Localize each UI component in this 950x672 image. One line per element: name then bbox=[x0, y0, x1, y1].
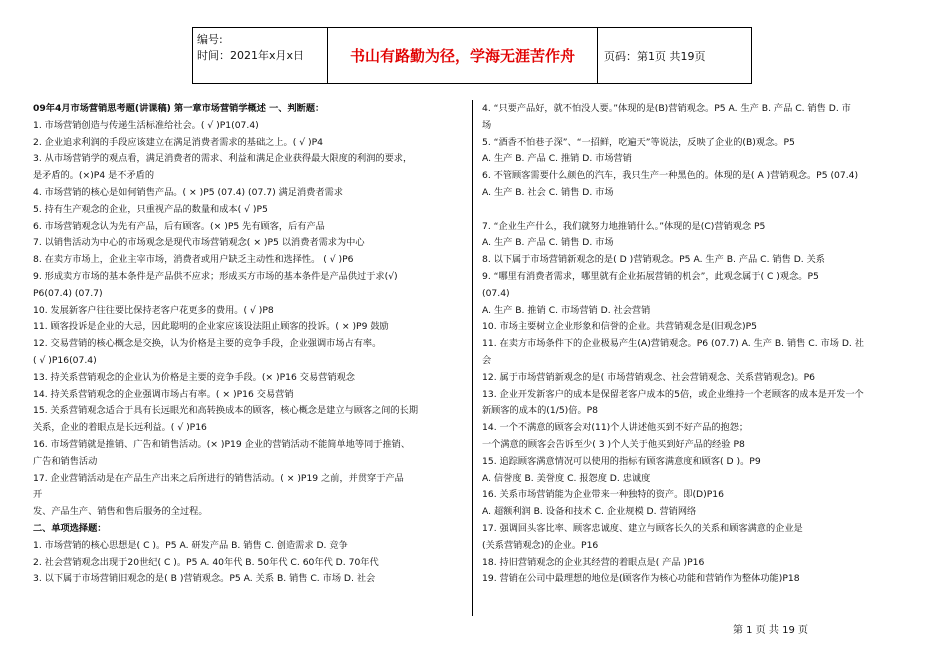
right-column bbox=[482, 101, 914, 588]
text-line: 11. 在卖方市场条件下的企业极易产生(A)营销观念。P6 (07.7) A. 生产 B. 销售 C. 市场 D. 社 bbox=[482, 338, 864, 350]
text-line: 6. 不管顾客需要什么颜色的汽车，我只生产一种黑色的。体现的是( A )营销观念。P5 (07.4) bbox=[482, 170, 859, 182]
text-line: 一个满意的顾客会告诉至少( 3 )个人关于他买到好产品的经验 P8 bbox=[482, 438, 745, 450]
text-line: 5. “酒香不怕巷子深”、“一招鲜，吃遍天”等说法，反映了企业的(B)观念。P5 bbox=[482, 136, 795, 148]
text-line: 7. “企业生产什么，我们就努力地推销什么。”体现的是(C)营销观念 P5 bbox=[482, 220, 766, 232]
text-line: 09年4月市场营销思考题(讲课稿) 第一章市场营销学概述 一、判断题： bbox=[33, 103, 325, 114]
text-line: 1. 市场营销创造与传递生活标准给社会。( √ )P1(07.4) bbox=[33, 119, 259, 131]
text-line: 16. 关系市场营销能为企业带来一种独特的资产。即(D)P16 bbox=[482, 489, 724, 501]
text-line: 15. 关系营销观念适合于具有长远眼光和高转换成本的顾客，核心概念是建立与顾客之间的长期 bbox=[33, 405, 419, 417]
text-line: 10. 发展新客户往往要比保持老客户花更多的费用。( √ )P8 bbox=[33, 304, 274, 316]
text-line: 新顾客的成本的(1/5)倍。P8 bbox=[482, 405, 599, 417]
text-line: 11. 顾客投诉是企业的大忌，因此聪明的企业家应该设法阻止顾客的投诉。( × )P9 鼓励 bbox=[33, 321, 389, 333]
text-line: 6. 市场营销观念认为先有产品，后有顾客。(× )P5 先有顾客，后有产品 bbox=[33, 220, 325, 232]
text-line: 2. 企业追求利润的手段应该建立在满足消费者需求的基础之上。( √ )P4 bbox=[33, 136, 323, 148]
text-line: 4. “只要产品好，就不怕没人要。”体现的是(B)营销观念。P5 A. 生产 B. 产品 C. 销售 D. 市 bbox=[482, 103, 851, 114]
header-motto: 书山有路勤为径，学海无涯苦作舟 bbox=[328, 28, 598, 83]
text-line: 17. 强调回头客比率、顾客忠诚度、建立与顾客长久的关系和顾客满意的企业是 bbox=[482, 522, 803, 534]
text-line: A. 生产 B. 社会 C. 销售 D. 市场 bbox=[482, 186, 614, 198]
text-line: (07.4) bbox=[482, 287, 510, 299]
text-line: 12. 交易营销的核心概念是交换，认为价格是主要的竞争手段，企业强调市场占有率。 bbox=[33, 338, 382, 350]
text-line: 场 bbox=[482, 119, 492, 131]
text-line bbox=[482, 202, 914, 219]
text-line: A. 超额利润 B. 设备和技术 C. 企业规模 D. 营销网络 bbox=[482, 506, 697, 518]
text-line: 会 bbox=[482, 354, 492, 366]
text-line: 9. “哪里有消费者需求，哪里就有企业拓展营销的机会”，此观念属于( C )观念。P5 bbox=[482, 270, 819, 282]
header-page-info: 页码：第1页 共19页 bbox=[604, 49, 706, 63]
text-line: 关系，企业的着眼点是长远利益。( √ )P16 bbox=[33, 422, 207, 434]
text-line: 17. 企业营销活动是在产品生产出来之后所进行的销售活动。( × )P19 之前，并贯穿于产品 bbox=[33, 472, 404, 484]
text-line: 10. 市场主要树立企业形象和信誉的企业。共营销观念是(旧观念)P5 bbox=[482, 321, 757, 333]
text-line: 8. 以下属于市场营销新观念的是( D )营销观念。P5 A. 生产 B. 产品 C. 销售 D. 关系 bbox=[482, 254, 825, 266]
time-label: 时间：2021年x月x日 bbox=[197, 49, 305, 62]
text-line: 14. 一个不满意的顾客会对(11)个人讲述他买到不好产品的抱怨； bbox=[482, 422, 749, 434]
text-line: A. 生产 B. 产品 C. 推销 D. 市场营销 bbox=[482, 153, 632, 165]
text-line: A. 生产 B. 产品 C. 销售 D. 市场 bbox=[482, 237, 614, 249]
text-line: 广告和销售活动 bbox=[33, 455, 98, 467]
page-footer: 第 1 页 共 19 页 bbox=[733, 625, 808, 636]
text-line: 1. 市场营销的核心思想是( C )。P5 A. 研发产品 B. 销售 C. 创造需求 D. 竞争 bbox=[33, 539, 348, 551]
text-line: 15. 追踪顾客满意情况可以使用的指标有顾客满意度和顾客( D )。P9 bbox=[482, 455, 761, 467]
number-label: 编号: bbox=[197, 33, 223, 46]
header-table bbox=[192, 27, 752, 84]
text-line: 7. 以销售活动为中心的市场观念是现代市场营销观念( × )P5 以消费者需求为中心 bbox=[33, 237, 365, 249]
text-line: 19. 营销在公司中最理想的地位是(顾客作为核心功能和营销作为整体功能)P18 bbox=[482, 573, 800, 585]
text-line: P6(07.4) (07.7) bbox=[33, 287, 103, 299]
text-line: A. 生产 B. 推销 C. 市场营销 D. 社会营销 bbox=[482, 304, 651, 316]
column-divider bbox=[472, 100, 473, 616]
text-line: 9. 形成卖方市场的基本条件是产品供不应求；形成买方市场的基本条件是产品供过于求(√) bbox=[33, 270, 398, 282]
text-line: 14. 持关系营销观念的企业强调市场占有率。( × )P16 交易营销 bbox=[33, 388, 294, 400]
text-line: 13. 持关系营销观念的企业认为价格是主要的竞争手段。(× )P16 交易营销观念 bbox=[33, 371, 355, 383]
text-line: 二、单项选择题： bbox=[33, 522, 107, 534]
text-line: 12. 属于市场营销新观念的是( 市场营销观念、社会营销观念、关系营销观念)。P6 bbox=[482, 371, 816, 383]
text-line: 2. 社会营销观念出现于20世纪( C )。P5 A. 40年代 B. 50年代 C. 60年代 D. 70年代 bbox=[33, 556, 379, 568]
text-line: 开 bbox=[33, 489, 43, 501]
text-line: 13. 企业开发新客户的成本是保留老客户成本的5倍，或企业维持一个老顾客的成本是开发一个 bbox=[482, 388, 864, 400]
text-line: (关系营销观念)的企业。P16 bbox=[482, 539, 599, 551]
text-line: 3. 从市场营销学的观点看，满足消费者的需求、利益和满足企业获得最大限度的利润的要求， bbox=[33, 153, 413, 165]
text-line: 8. 在卖方市场上，企业主宰市场，消费者或用户缺乏主动性和选择性。 ( √ )P6 bbox=[33, 254, 354, 266]
left-column bbox=[33, 101, 461, 588]
text-line: 18. 持旧营销观念的企业其经营的着眼点是( 产品 )P16 bbox=[482, 556, 705, 568]
header-meta bbox=[193, 28, 328, 83]
text-line: 3. 以下属于市场营销旧观念的是( B )营销观念。P5 A. 关系 B. 销售 C. 市场 D. 社会 bbox=[33, 573, 376, 585]
text-line: 发、产品生产、销售和售后服务的全过程。 bbox=[33, 506, 208, 518]
text-line: 4. 市场营销的核心是如何销售产品。( × )P5 (07.4) (07.7) 满足消费者需求 bbox=[33, 186, 343, 198]
text-line: 是矛盾的。(×)P4 是不矛盾的 bbox=[33, 170, 155, 182]
text-line: A. 信誉度 B. 美誉度 C. 报怨度 D. 忠诚度 bbox=[482, 472, 651, 484]
text-line: 16. 市场营销就是推销、广告和销售活动。(× )P19 企业的营销活动不能简单地等同于推销、 bbox=[33, 438, 411, 450]
text-line: ( √ )P16(07.4) bbox=[33, 354, 97, 366]
text-line: 5. 持有生产观念的企业，只重视产品的数量和成本( √ )P5 bbox=[33, 203, 268, 215]
